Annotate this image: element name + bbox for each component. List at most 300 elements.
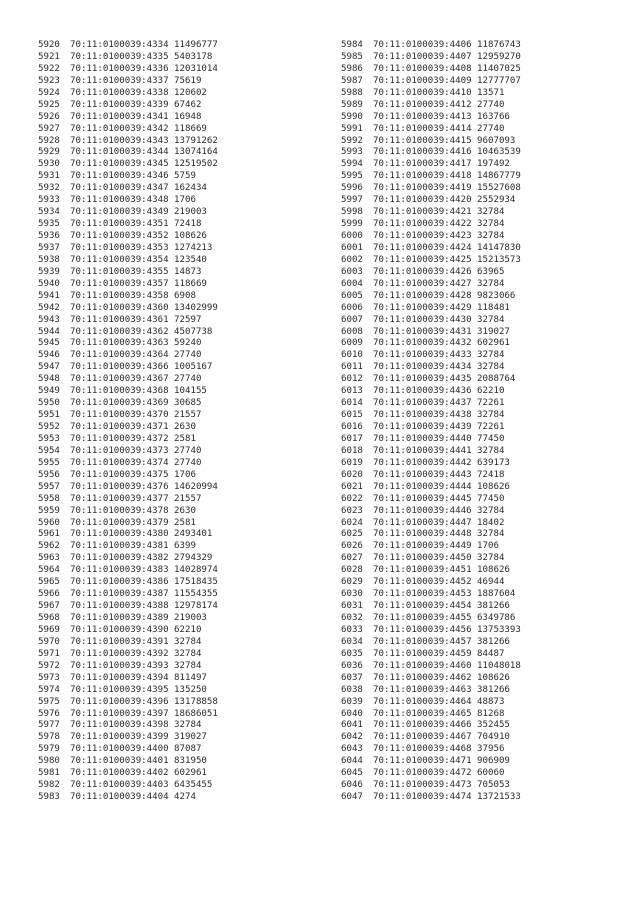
cadastral-number: 70:11:0100039:4380	[70, 529, 169, 540]
cadastral-number: 70:11:0100039:4354	[70, 254, 169, 265]
list-row	[38, 565, 218, 577]
cadastral-number: 70:11:0100039:4335	[70, 51, 169, 62]
list-row	[38, 171, 218, 183]
value: 13402999	[174, 302, 218, 313]
cadastral-number: 70:11:0100039:4424	[373, 242, 472, 253]
cadastral-number: 70:11:0100039:4388	[70, 601, 169, 612]
row-number: 6033	[341, 624, 363, 635]
value: 2581	[174, 433, 196, 444]
cadastral-number: 70:11:0100039:4473	[373, 780, 472, 791]
row-number: 5926	[38, 111, 60, 122]
value: 72418	[477, 469, 505, 480]
list-row	[341, 338, 521, 350]
cadastral-number: 70:11:0100039:4408	[373, 63, 472, 74]
value: 319027	[477, 326, 510, 337]
cadastral-number: 70:11:0100039:4367	[70, 374, 169, 385]
list-row	[341, 732, 521, 744]
list-row	[38, 315, 218, 327]
list-row	[38, 76, 218, 88]
list-row	[38, 756, 218, 768]
cadastral-number: 70:11:0100039:4452	[373, 577, 472, 588]
list-row	[341, 350, 521, 362]
row-number: 6042	[341, 732, 363, 743]
cadastral-number: 70:11:0100039:4375	[70, 469, 169, 480]
list-row	[341, 124, 521, 136]
value: 1887604	[477, 589, 516, 600]
value: 5759	[174, 171, 196, 182]
row-number: 5984	[341, 40, 363, 50]
row-number: 6025	[341, 529, 363, 540]
value: 32784	[174, 636, 202, 647]
value: 1706	[174, 469, 196, 480]
row-number: 5978	[38, 732, 60, 743]
list-row	[341, 649, 521, 661]
cadastral-number: 70:11:0100039:4448	[373, 529, 472, 540]
list-row	[341, 112, 521, 124]
row-number: 5970	[38, 636, 60, 647]
value: 108626	[477, 481, 510, 492]
value: 75619	[174, 75, 202, 86]
list-row	[38, 768, 218, 780]
list-row	[341, 637, 521, 649]
list-row	[341, 374, 521, 386]
value: 6349786	[477, 613, 516, 623]
value: 6908	[174, 290, 196, 301]
value: 104155	[174, 386, 207, 397]
value: 705053	[477, 780, 510, 791]
value: 2581	[174, 517, 196, 528]
value: 381266	[477, 601, 510, 612]
cadastral-number: 70:11:0100039:4425	[373, 254, 472, 265]
cadastral-number: 70:11:0100039:4363	[70, 338, 169, 349]
row-number: 5939	[38, 266, 60, 277]
cadastral-number: 70:11:0100039:4423	[373, 231, 472, 241]
list-row	[341, 601, 521, 613]
list-row	[341, 768, 521, 780]
row-number: 5981	[38, 768, 60, 779]
cadastral-number: 70:11:0100039:4472	[373, 768, 472, 779]
list-row	[341, 303, 521, 315]
list-row	[341, 744, 521, 756]
row-number: 5932	[38, 183, 60, 194]
row-number: 5949	[38, 386, 60, 397]
cadastral-number: 70:11:0100039:4428	[373, 290, 472, 301]
row-number: 6040	[341, 708, 363, 719]
cadastral-number: 70:11:0100039:4427	[373, 278, 472, 289]
list-row	[341, 195, 521, 207]
value: 13753393	[477, 624, 521, 635]
row-number: 6036	[341, 660, 363, 671]
cadastral-number: 70:11:0100039:4454	[373, 601, 472, 612]
cadastral-number: 70:11:0100039:4346	[70, 171, 169, 182]
cadastral-number: 70:11:0100039:4465	[373, 708, 472, 719]
list-row	[341, 327, 521, 339]
list-row	[38, 470, 218, 482]
list-row	[38, 458, 218, 470]
value: 27740	[174, 374, 202, 385]
list-row	[38, 267, 218, 279]
list-row	[341, 553, 521, 565]
list-row	[341, 470, 521, 482]
row-number: 6026	[341, 541, 363, 552]
cadastral-number: 70:11:0100039:4373	[70, 445, 169, 456]
row-number: 5990	[341, 111, 363, 122]
value: 27740	[477, 123, 505, 134]
list-row	[38, 697, 218, 709]
cadastral-number: 70:11:0100039:4366	[70, 362, 169, 373]
cadastral-number: 70:11:0100039:4460	[373, 660, 472, 671]
cadastral-number: 70:11:0100039:4463	[373, 684, 472, 695]
cadastral-number: 70:11:0100039:4357	[70, 278, 169, 289]
row-number: 5941	[38, 290, 60, 301]
list-row	[38, 506, 218, 518]
cadastral-number: 70:11:0100039:4442	[373, 457, 472, 468]
row-number: 6024	[341, 517, 363, 528]
cadastral-number: 70:11:0100039:4459	[373, 648, 472, 659]
value: 2630	[174, 505, 196, 516]
list-row	[38, 792, 218, 804]
list-row	[38, 159, 218, 171]
cadastral-number: 70:11:0100039:4435	[373, 374, 472, 385]
value: 123540	[174, 254, 207, 265]
cadastral-number: 70:11:0100039:4337	[70, 75, 169, 86]
cadastral-number: 70:11:0100039:4392	[70, 648, 169, 659]
list-row	[38, 100, 218, 112]
value: 108626	[477, 565, 510, 576]
cadastral-number: 70:11:0100039:4432	[373, 338, 472, 349]
cadastral-number: 70:11:0100039:4456	[373, 624, 472, 635]
list-row	[341, 76, 521, 88]
row-number: 5989	[341, 99, 363, 110]
value: 12519502	[174, 159, 218, 170]
cadastral-number: 70:11:0100039:4355	[70, 266, 169, 277]
row-number: 5933	[38, 195, 60, 206]
list-row	[38, 482, 218, 494]
value: 118669	[174, 278, 207, 289]
value: 2552934	[477, 195, 516, 206]
row-number: 5992	[341, 135, 363, 146]
value: 14147830	[477, 242, 521, 253]
cadastral-number: 70:11:0100039:4455	[373, 613, 472, 623]
cadastral-number: 70:11:0100039:4462	[373, 672, 472, 683]
row-number: 6015	[341, 410, 363, 421]
list-row	[38, 195, 218, 207]
value: 59240	[174, 338, 202, 349]
cadastral-number: 70:11:0100039:4409	[373, 75, 472, 86]
value: 197492	[477, 159, 510, 170]
row-number: 5959	[38, 505, 60, 516]
list-row	[38, 709, 218, 721]
cadastral-number: 70:11:0100039:4377	[70, 493, 169, 504]
value: 27740	[477, 99, 505, 110]
row-number: 5927	[38, 123, 60, 134]
value: 32784	[174, 720, 202, 731]
row-number: 5955	[38, 457, 60, 468]
row-number: 6011	[341, 362, 363, 373]
row-number: 5951	[38, 410, 60, 421]
row-number: 5957	[38, 481, 60, 492]
cadastral-number: 70:11:0100039:4383	[70, 565, 169, 576]
value: 72597	[174, 314, 202, 325]
cadastral-number: 70:11:0100039:4417	[373, 159, 472, 170]
value: 87087	[174, 744, 202, 755]
value: 18402	[477, 517, 505, 528]
cadastral-number: 70:11:0100039:4402	[70, 768, 169, 779]
value: 30685	[174, 398, 202, 409]
row-number: 5944	[38, 326, 60, 337]
value: 9823066	[477, 290, 516, 301]
list-row	[38, 255, 218, 267]
cadastral-number: 70:11:0100039:4467	[373, 732, 472, 743]
cadastral-number: 70:11:0100039:4415	[373, 135, 472, 146]
value: 602961	[477, 338, 510, 349]
cadastral-number: 70:11:0100039:4429	[373, 302, 472, 313]
row-number: 5998	[341, 207, 363, 218]
list-row	[341, 219, 521, 231]
row-number: 6020	[341, 469, 363, 480]
cadastral-number: 70:11:0100039:4343	[70, 135, 169, 146]
list-row	[38, 183, 218, 195]
row-number: 5930	[38, 159, 60, 170]
list-row	[38, 649, 218, 661]
list-row	[341, 494, 521, 506]
row-number: 6016	[341, 422, 363, 432]
cadastral-number: 70:11:0100039:4468	[373, 744, 472, 755]
cadastral-number: 70:11:0100039:4471	[373, 756, 472, 767]
value: 108626	[477, 672, 510, 683]
row-number: 6017	[341, 433, 363, 444]
cadastral-number: 70:11:0100039:4421	[373, 207, 472, 218]
row-number: 5977	[38, 720, 60, 731]
row-number: 5940	[38, 278, 60, 289]
value: 21557	[174, 493, 202, 504]
row-number: 6021	[341, 481, 363, 492]
cadastral-number: 70:11:0100039:4433	[373, 350, 472, 361]
cadastral-number: 70:11:0100039:4374	[70, 457, 169, 468]
cadastral-number: 70:11:0100039:4378	[70, 505, 169, 516]
list-row	[38, 661, 218, 673]
row-number: 6002	[341, 254, 363, 265]
list-row	[341, 386, 521, 398]
cadastral-number: 70:11:0100039:4407	[373, 51, 472, 62]
cadastral-number: 70:11:0100039:4394	[70, 672, 169, 683]
row-number: 6005	[341, 290, 363, 301]
cadastral-number: 70:11:0100039:4336	[70, 63, 169, 74]
row-number: 5986	[341, 63, 363, 74]
list-row	[38, 279, 218, 291]
value: 32784	[477, 278, 505, 289]
list-row	[38, 147, 218, 159]
list-row	[341, 720, 521, 732]
list-row	[38, 625, 218, 637]
list-row	[38, 494, 218, 506]
value: 11407025	[477, 63, 521, 74]
cadastral-number: 70:11:0100039:4434	[373, 362, 472, 373]
cadastral-number: 70:11:0100039:4382	[70, 553, 169, 564]
cadastral-number: 70:11:0100039:4341	[70, 111, 169, 122]
row-number: 5945	[38, 338, 60, 349]
cadastral-number: 70:11:0100039:4410	[373, 87, 472, 98]
list-row	[341, 159, 521, 171]
cadastral-number: 70:11:0100039:4351	[70, 219, 169, 230]
row-number: 5969	[38, 624, 60, 635]
cadastral-number: 70:11:0100039:4446	[373, 505, 472, 516]
row-number: 6030	[341, 589, 363, 600]
row-number: 5947	[38, 362, 60, 373]
row-number: 5991	[341, 123, 363, 134]
list-row	[38, 64, 218, 76]
value: 12959270	[477, 51, 521, 62]
list-row	[38, 589, 218, 601]
value: 32784	[174, 660, 202, 671]
value: 32784	[477, 529, 505, 540]
row-number: 6003	[341, 266, 363, 277]
list-row	[38, 386, 218, 398]
cadastral-number: 70:11:0100039:4403	[70, 780, 169, 791]
row-number: 6027	[341, 553, 363, 564]
value: 12031014	[174, 63, 218, 74]
row-number: 6047	[341, 792, 363, 803]
cadastral-number: 70:11:0100039:4419	[373, 183, 472, 194]
list-row	[341, 506, 521, 518]
cadastral-number: 70:11:0100039:4390	[70, 624, 169, 635]
row-number: 5956	[38, 469, 60, 480]
list-row	[341, 541, 521, 553]
value: 15213573	[477, 254, 521, 265]
value: 704910	[477, 732, 510, 743]
value: 37956	[477, 744, 505, 755]
cadastral-number: 70:11:0100039:4450	[373, 553, 472, 564]
list-row	[38, 720, 218, 732]
cadastral-number: 70:11:0100039:4389	[70, 613, 169, 623]
value: 352455	[477, 720, 510, 731]
list-row	[341, 136, 521, 148]
list-row	[341, 147, 521, 159]
cadastral-number: 70:11:0100039:4398	[70, 720, 169, 731]
cadastral-number: 70:11:0100039:4360	[70, 302, 169, 313]
value: 32784	[477, 350, 505, 361]
cadastral-number: 70:11:0100039:4414	[373, 123, 472, 134]
row-number: 5963	[38, 553, 60, 564]
list-row	[38, 732, 218, 744]
list-row	[341, 398, 521, 410]
value: 13178858	[174, 696, 218, 707]
value: 16948	[174, 111, 202, 122]
row-number: 5980	[38, 756, 60, 767]
cadastral-number: 70:11:0100039:4413	[373, 111, 472, 122]
value: 27740	[174, 350, 202, 361]
value: 381266	[477, 636, 510, 647]
value: 62210	[477, 386, 505, 397]
cadastral-number: 70:11:0100039:4345	[70, 159, 169, 170]
value: 6399	[174, 541, 196, 552]
list-row	[341, 40, 521, 52]
value: 32784	[174, 648, 202, 659]
list-row	[341, 231, 521, 243]
value: 13074164	[174, 147, 218, 158]
row-number: 6046	[341, 780, 363, 791]
cadastral-number: 70:11:0100039:4444	[373, 481, 472, 492]
list-row	[38, 136, 218, 148]
list-row	[341, 52, 521, 64]
value: 811497	[174, 672, 207, 683]
cadastral-number: 70:11:0100039:4372	[70, 433, 169, 444]
value: 32784	[477, 410, 505, 421]
value: 120602	[174, 87, 207, 98]
list-row	[38, 553, 218, 565]
row-number: 6032	[341, 613, 363, 623]
row-number: 6004	[341, 278, 363, 289]
value: 6435455	[174, 780, 213, 791]
row-number: 6038	[341, 684, 363, 695]
row-number: 5953	[38, 433, 60, 444]
value: 319027	[174, 732, 207, 743]
cadastral-number: 70:11:0100039:4381	[70, 541, 169, 552]
row-number: 5962	[38, 541, 60, 552]
row-number: 6000	[341, 231, 363, 241]
row-number: 5960	[38, 517, 60, 528]
value: 63965	[477, 266, 505, 277]
cadastral-number: 70:11:0100039:4474	[373, 792, 472, 803]
list-row	[38, 685, 218, 697]
row-number: 5974	[38, 684, 60, 695]
row-number: 5961	[38, 529, 60, 540]
value: 11554355	[174, 589, 218, 600]
list-row	[38, 207, 218, 219]
list-row	[341, 207, 521, 219]
value: 81268	[477, 708, 505, 719]
value: 11048018	[477, 660, 521, 671]
row-number: 5958	[38, 493, 60, 504]
list-row	[341, 482, 521, 494]
row-number: 5931	[38, 171, 60, 182]
list-row	[341, 458, 521, 470]
cadastral-number: 70:11:0100039:4338	[70, 87, 169, 98]
row-number: 5997	[341, 195, 363, 206]
cadastral-number: 70:11:0100039:4436	[373, 386, 472, 397]
list-row	[341, 446, 521, 458]
value: 13571	[477, 87, 505, 98]
list-row	[341, 100, 521, 112]
value: 9607093	[477, 135, 516, 146]
cadastral-number: 70:11:0100039:4401	[70, 756, 169, 767]
list-row	[341, 613, 521, 625]
value: 84487	[477, 648, 505, 659]
row-number: 6023	[341, 505, 363, 516]
value: 1005167	[174, 362, 213, 373]
row-number: 5935	[38, 219, 60, 230]
cadastral-number: 70:11:0100039:4437	[373, 398, 472, 409]
value: 32784	[477, 314, 505, 325]
cadastral-number: 70:11:0100039:4358	[70, 290, 169, 301]
value: 77450	[477, 493, 505, 504]
list-row	[341, 243, 521, 255]
row-number: 5920	[38, 40, 60, 50]
cadastral-number: 70:11:0100039:4430	[373, 314, 472, 325]
cadastral-number: 70:11:0100039:4391	[70, 636, 169, 647]
list-row	[38, 613, 218, 625]
row-number: 5975	[38, 696, 60, 707]
cadastral-number: 70:11:0100039:4443	[373, 469, 472, 480]
value: 162434	[174, 183, 207, 194]
value: 12777707	[477, 75, 521, 86]
row-number: 5966	[38, 589, 60, 600]
value: 27740	[174, 457, 202, 468]
cadastral-number: 70:11:0100039:4453	[373, 589, 472, 600]
cadastral-number: 70:11:0100039:4349	[70, 207, 169, 218]
cadastral-number: 70:11:0100039:4361	[70, 314, 169, 325]
value: 602961	[174, 768, 207, 779]
